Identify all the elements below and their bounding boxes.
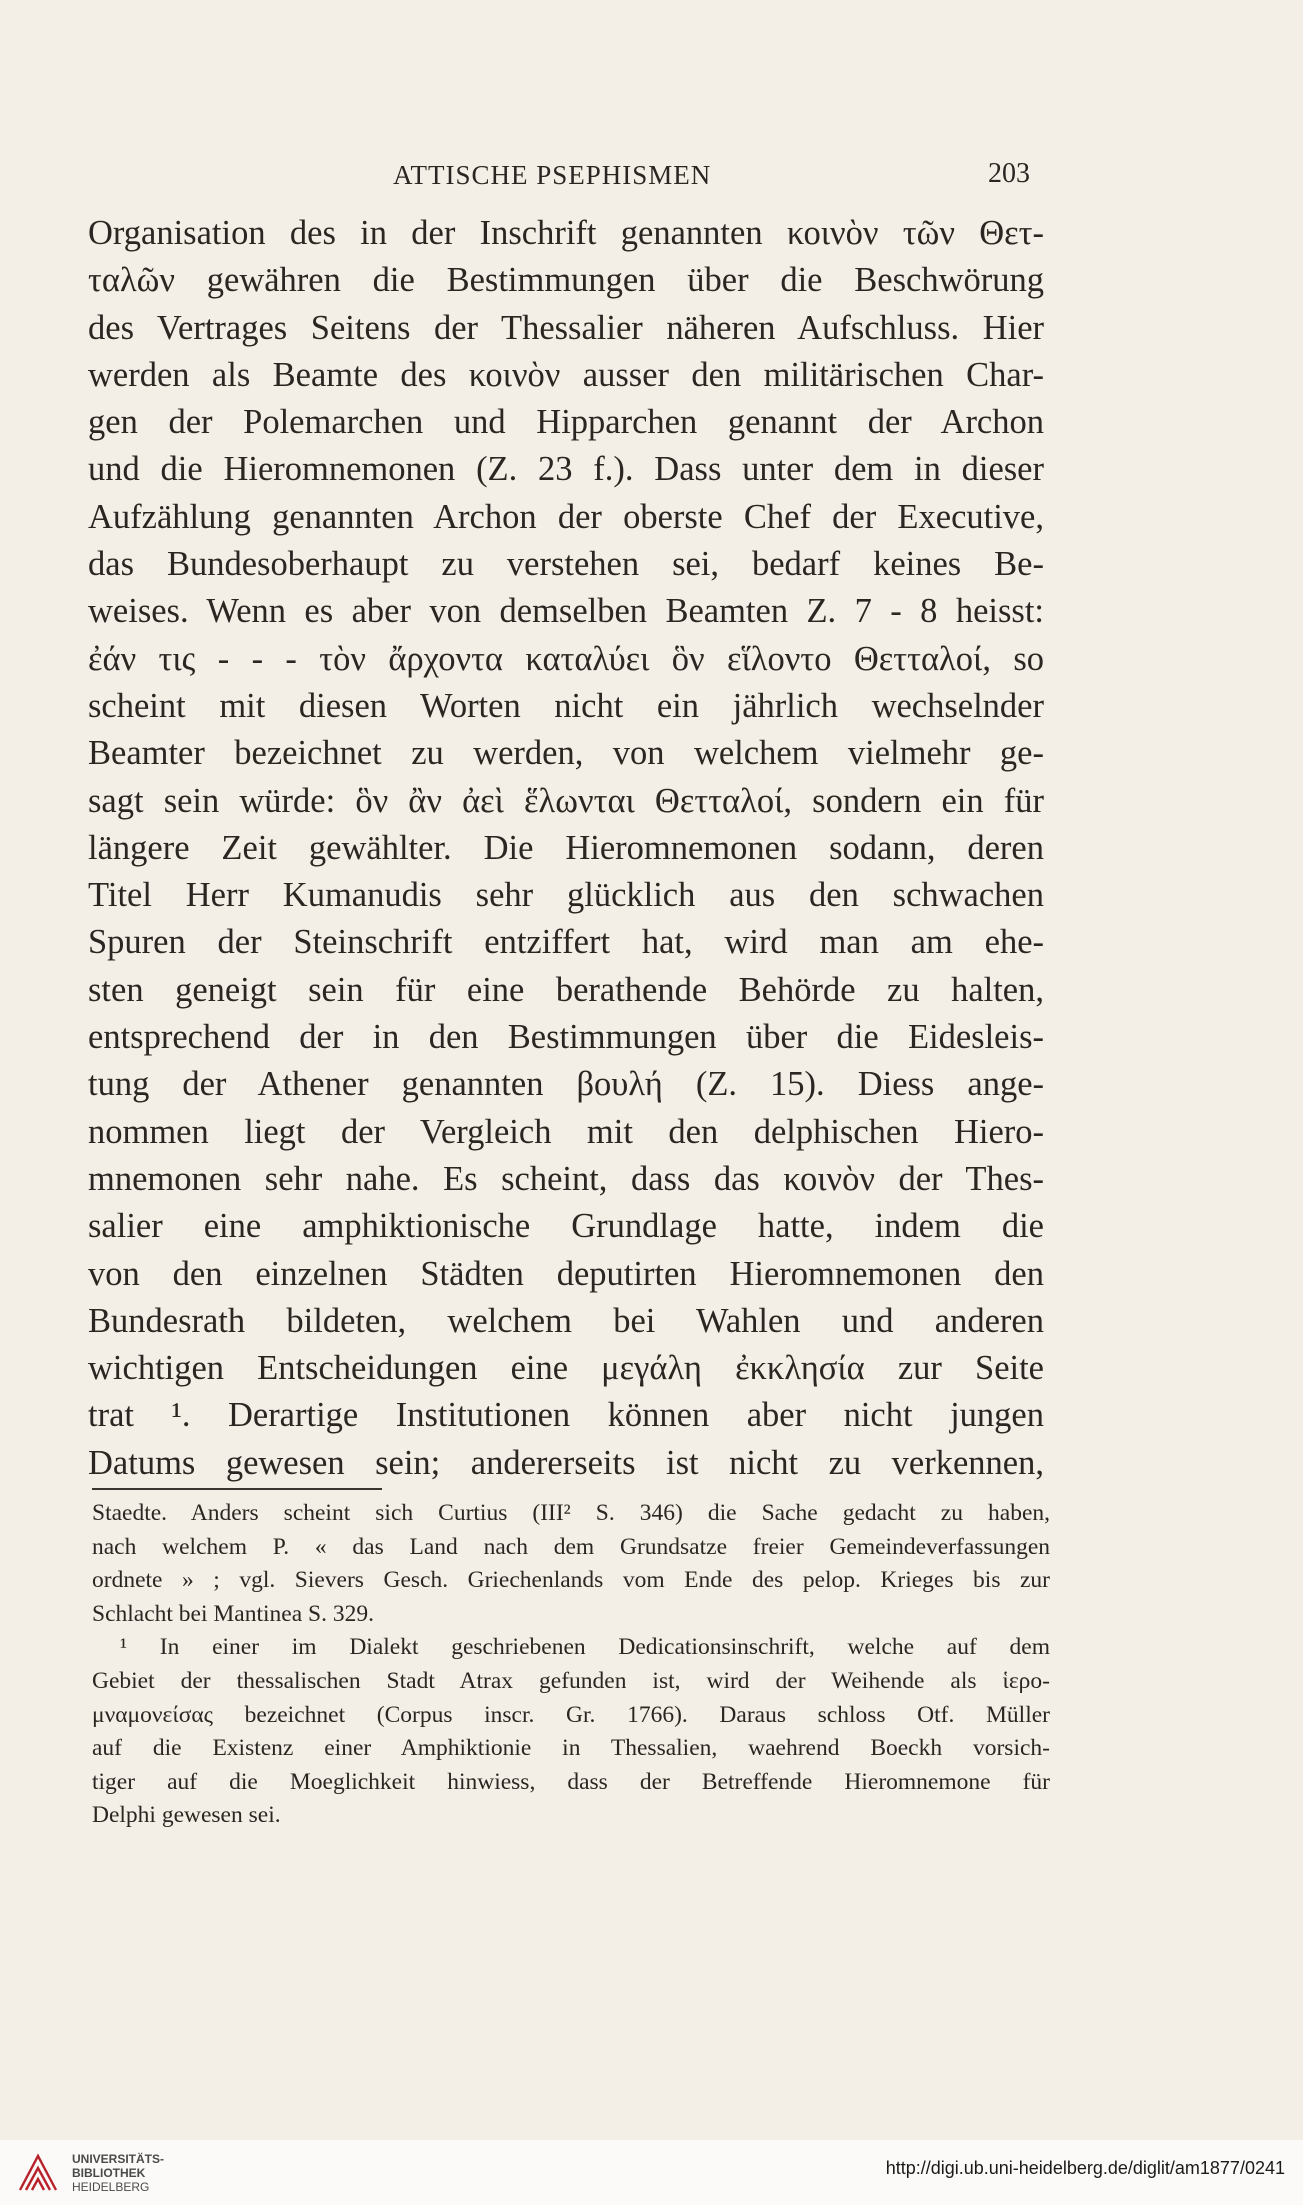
- running-title: ATTISCHE PSEPHISMEN: [393, 160, 712, 190]
- text-line: salier eine amphiktionische Grundlage hatte, indem die: [88, 1207, 1044, 1246]
- text-line: ταλῶν gewähren die Bestimmungen über die Beschwörung: [88, 261, 1044, 300]
- text-line: Bundesrath bildeten, welchem bei Wahlen und anderen: [88, 1301, 1044, 1340]
- text-line: Beamter bezeichnet zu werden, von welchem vielmehr ge-: [88, 734, 1044, 773]
- text-line: Datums gewesen sein; andererseits ist nicht zu verkennen,: [88, 1443, 1044, 1482]
- text-line: und die Hieromnemonen (Z. 23 f.). Dass unter dem in dieser: [88, 450, 1044, 489]
- text-line: von den einzelnen Städten deputirten Hieromnemonen den: [88, 1254, 1044, 1293]
- footnote-line: ordnete » ; vgl. Sievers Gesch. Griechenlands vom Ende des pelop. Krieges bis zur: [92, 1567, 1050, 1594]
- text-line: mnemonen sehr nahe. Es scheint, dass das κοινὸν der Thes-: [88, 1159, 1044, 1198]
- text-line: das Bundesoberhaupt zu verstehen sei, bedarf keines Be-: [88, 545, 1044, 584]
- text-line: Aufzählung genannten Archon der oberste Chef der Executive,: [88, 497, 1044, 536]
- library-name-line: HEIDELBERG: [72, 2180, 150, 2194]
- footnote-line: Staedte. Anders scheint sich Curtius (III² S. 346) die Sache gedacht zu haben,: [92, 1500, 1050, 1526]
- text-line: wichtigen Entscheidungen eine μεγάλη ἐκκλησία zur Seite: [88, 1349, 1044, 1388]
- text-line: entsprechend der in den Bestimmungen über die Eidesleis-: [88, 1018, 1044, 1057]
- text-line: gen der Polemarchen und Hipparchen genannt der Archon: [88, 403, 1044, 442]
- text-line: sten geneigt sein für eine berathende Behörde zu halten,: [88, 970, 1044, 1009]
- footnote-line: ¹ In einer im Dialekt geschriebenen Dedicationsinschrift, welche auf dem: [120, 1634, 1050, 1661]
- main-text: [88, 210, 1044, 1487]
- footnote-line: Schlacht bei Mantinea S. 329.: [92, 1600, 374, 1627]
- footnotes: [92, 1497, 1050, 1833]
- footnote-line: nach welchem P. « das Land nach dem Grundsatze freier Gemeindeverfassungen: [92, 1533, 1050, 1560]
- text-line: längere Zeit gewählter. Die Hieromnemonen sodann, deren: [88, 828, 1044, 867]
- source-url-link[interactable]: http://digi.ub.uni-heidelberg.de/diglit/am1877/0241: [885, 2158, 1285, 2178]
- text-line: Titel Herr Kumanudis sehr glücklich aus den schwachen: [88, 876, 1044, 915]
- footnote-line: auf die Existenz einer Amphiktionie in Thessalien, waehrend Boeckh vorsich-: [92, 1735, 1050, 1762]
- footnote-line: μναμονείσας bezeichnet (Corpus inscr. Gr. 1766). Daraus schloss Otf. Müller: [92, 1701, 1050, 1728]
- page-number: 203: [988, 158, 1030, 189]
- text-line: scheint mit diesen Worten nicht ein jährlich wechselnder: [88, 686, 1044, 725]
- text-line: Spuren der Steinschrift entziffert hat, wird man am ehe-: [88, 923, 1044, 962]
- library-logo-icon: [14, 2150, 62, 2198]
- text-line: tung der Athener genannten βουλή (Z. 15). Diess ange-: [88, 1065, 1044, 1104]
- library-name-line: UNIVERSITÄTS-: [72, 2152, 165, 2166]
- footnote-separator: [92, 1488, 382, 1490]
- text-line: ἐάν τις - - - τὸν ἄρχοντα καταλύει ὃν εἵλοντο Θετταλοί, so: [88, 639, 1044, 678]
- text-line: nommen liegt der Vergleich mit den delphischen Hiero-: [88, 1112, 1044, 1151]
- footnote-line: Gebiet der thessalischen Stadt Atrax gefunden ist, wird der Weihende als ἱερο-: [92, 1667, 1050, 1694]
- footnote-line: tiger auf die Moeglichkeit hinwiess, dass der Betreffende Hieromnemone für: [92, 1768, 1050, 1795]
- library-name: [72, 2152, 164, 2194]
- text-line: sagt sein würde: ὃν ἂν ἀεὶ ἕλωνται Θετταλοί, sondern ein für: [88, 781, 1044, 820]
- text-line: weises. Wenn es aber von demselben Beamten Z. 7 - 8 heisst:: [88, 592, 1044, 631]
- text-line: Organisation des in der Inschrift genannten κοινὸν τῶν Θετ-: [88, 214, 1044, 252]
- footnote-line: Delphi gewesen sei.: [92, 1802, 281, 1829]
- running-header: [88, 156, 1028, 196]
- text-line: trat ¹. Derartige Institutionen können aber nicht jungen: [88, 1396, 1044, 1435]
- library-name-line: BIBLIOTHEK: [72, 2166, 146, 2180]
- text-line: des Vertrages Seitens der Thessalier näheren Aufschluss. Hier: [88, 308, 1044, 347]
- library-footer: [0, 2140, 1303, 2205]
- text-line: werden als Beamte des κοινὸν ausser den militärischen Char-: [88, 355, 1044, 394]
